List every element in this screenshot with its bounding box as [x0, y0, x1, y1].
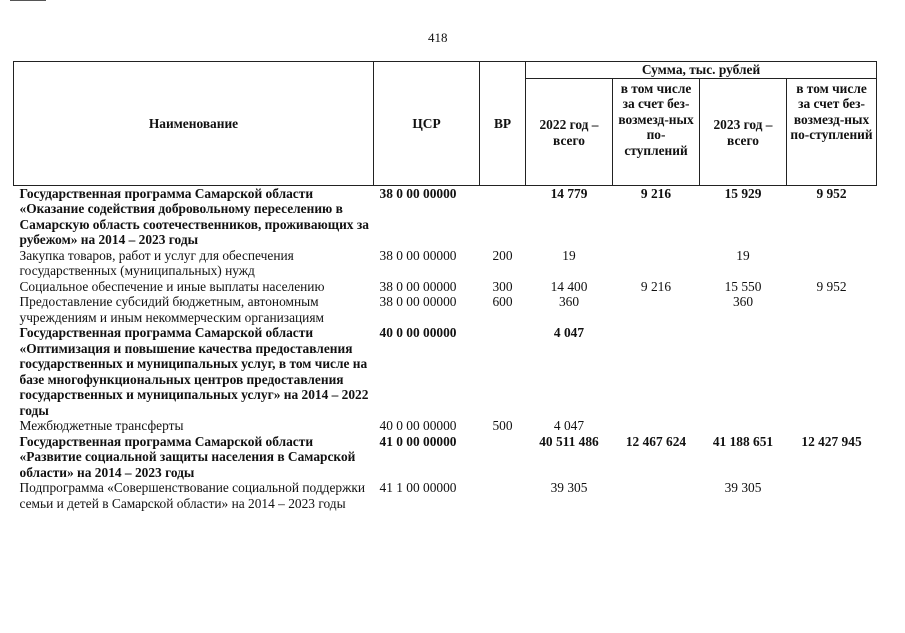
row-csr: 40 0 00 00000 — [379, 418, 457, 433]
row-csr: 38 0 00 00000 — [379, 278, 457, 294]
row-2023-total: 360 — [732, 294, 754, 309]
row-2023-free — [787, 418, 877, 434]
row-vr — [480, 434, 526, 481]
header-csr: ЦСР — [374, 62, 480, 186]
row-2023-total: 15 929 — [724, 185, 762, 201]
header-2023-free: в том числе за счет без-возмезд-ных по-ступлений — [787, 78, 877, 185]
table-row — [14, 294, 877, 325]
header-sum: Сумма, тыс. рублей — [526, 62, 877, 79]
row-2023-free — [787, 480, 877, 511]
row-2023-free — [787, 294, 877, 325]
table-row — [14, 434, 877, 481]
row-2022-free — [613, 480, 700, 511]
row-csr: 41 1 00 00000 — [379, 480, 457, 495]
row-2022-free: 12 467 624 — [625, 433, 687, 449]
table-row — [14, 480, 877, 511]
row-vr — [480, 325, 526, 418]
row-2023-free: 9 952 — [816, 185, 847, 201]
header-vr: ВР — [480, 62, 526, 186]
row-name: Закупка товаров, работ и услуг для обеспечения государственных (муниципальных) нужд — [19, 247, 294, 278]
row-2022-free: 9 216 — [640, 278, 672, 294]
table-row — [14, 248, 877, 279]
row-2022-free: 9 216 — [640, 185, 672, 201]
header-2022-free: в том числе за счет без-возмезд-ных по-ступлений — [613, 78, 700, 185]
row-name: Подпрограмма «Совершенствование социальной поддержки семьи и детей в Самарской области» на 2014 – 2023 годы — [19, 480, 366, 511]
row-csr: 38 0 00 00000 — [379, 294, 457, 309]
row-csr: 40 0 00 00000 — [379, 325, 457, 340]
table-row — [14, 185, 877, 248]
header-2022-total: 2022 год – всего — [526, 78, 613, 185]
header-name: Наименование — [14, 62, 374, 186]
row-2023-total — [700, 325, 787, 418]
table-row — [14, 279, 877, 295]
row-2023-total: 39 305 — [724, 480, 762, 495]
row-vr: 600 — [492, 294, 513, 309]
row-2023-total: 19 — [736, 247, 750, 263]
row-vr: 300 — [492, 278, 513, 294]
row-name: Предоставление субсидий бюджетным, автономным учреждениям и иным некоммерческим организациям — [19, 294, 324, 325]
row-2022-free — [613, 294, 700, 325]
row-vr: 500 — [492, 418, 513, 433]
row-2023-total: 41 188 651 — [712, 433, 774, 449]
table-body — [14, 185, 877, 511]
top-rule — [10, 0, 46, 1]
row-csr: 38 0 00 00000 — [379, 247, 457, 263]
row-vr: 200 — [492, 247, 513, 263]
row-2022-total: 39 305 — [550, 480, 588, 495]
row-2022-total: 4 047 — [553, 418, 585, 433]
row-2022-free — [613, 418, 700, 434]
row-2023-free: 12 427 945 — [801, 433, 862, 449]
table-row — [14, 418, 877, 434]
row-name: Государственная программа Самарской области «Оптимизация и повышение качества предоставления государственных и муниципальных услуг, в том числе на базе многофункциональных центров предоставления государственных и муниципальных услуг» на 2014 – 2022 годы — [19, 325, 369, 418]
row-2023-free — [787, 248, 877, 279]
row-2022-free — [613, 248, 700, 279]
row-2022-total: 19 — [562, 247, 576, 263]
row-2023-free: 9 952 — [816, 278, 847, 294]
row-2023-free — [787, 325, 877, 418]
row-2023-total — [700, 418, 787, 434]
header-2023-total: 2023 год – всего — [700, 78, 787, 185]
page-number: 418 — [428, 30, 448, 45]
row-2022-total: 14 400 — [550, 278, 588, 294]
row-name: Межбюджетные трансферты — [19, 418, 184, 433]
row-2022-total: 40 511 486 — [539, 433, 599, 449]
row-2023-total: 15 550 — [724, 278, 762, 294]
table-row — [14, 325, 877, 418]
row-csr: 41 0 00 00000 — [379, 433, 457, 449]
row-2022-total: 4 047 — [553, 325, 585, 340]
row-name: Государственная программа Самарской области «Развитие социальной защиты населения в Самарской области» на 2014 – 2023 годы — [19, 433, 356, 480]
budget-table — [13, 61, 877, 511]
row-2022-total: 14 779 — [550, 185, 588, 201]
row-name: Социальное обеспечение и иные выплаты населению — [19, 278, 325, 294]
row-2022-free — [613, 325, 700, 418]
row-name: Государственная программа Самарской области «Оказание содействия добровольному переселению в Самарскую область соотечественников, проживающих за рубежом» на 2014 – 2023 годы — [19, 185, 369, 247]
row-vr — [480, 185, 526, 248]
row-2022-total: 360 — [558, 294, 580, 309]
row-csr: 38 0 00 00000 — [379, 185, 457, 201]
row-vr — [480, 480, 526, 511]
